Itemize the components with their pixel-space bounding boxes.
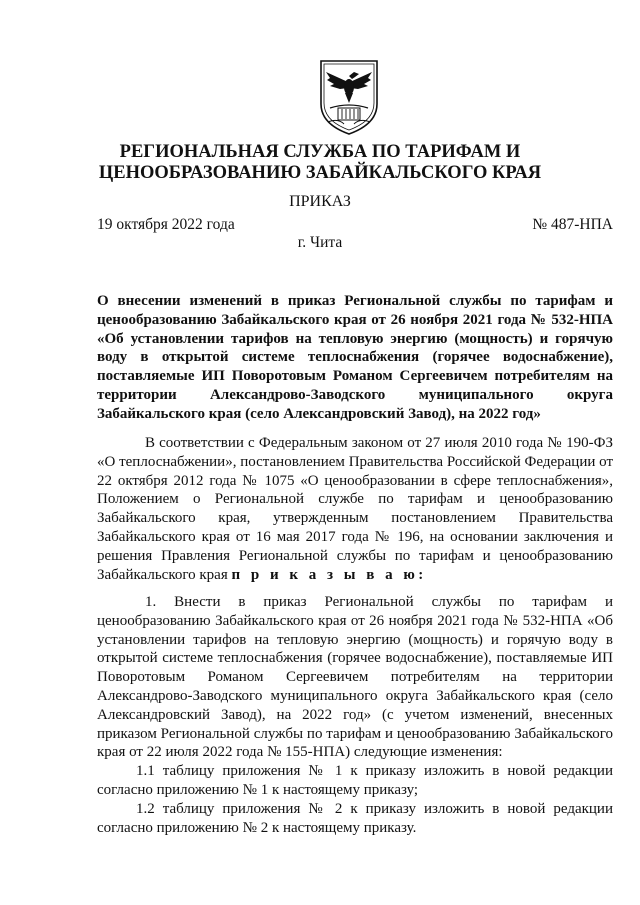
- document-type: ПРИКАЗ: [289, 193, 351, 210]
- item-1-2: 1.2 таблицу приложения № 2 к приказу изложить в новой редакции согласно приложению № 2 к настоящему приказу.: [97, 800, 613, 836]
- item-1: 1. Внести в приказ Региональной службы по тарифам и ценообразованию Забайкальского края от 26 ноября 2021 года № 532-НПА «Об установлении тарифов на тепловую энергию (мощность) и горячую воду в открытой системе теплоснабжения (горячее водоснабжение), поставляемые ИП Поворотовым Романом Сергеевичем потребителям на территории Александрово-Заводского муниципального округа Забайкальского края (село Александровский Завод), на 2022 год» (с учетом изменений, внесенных приказом Региональной службы по тарифам и ценообразованию Забайкальского края от 22 июля 2022 года № 155-НПА) следующие изменения:: [97, 594, 613, 761]
- decree-word: п р и к а з ы в а ю:: [231, 566, 427, 583]
- preamble-paragraph: [97, 434, 613, 584]
- document-date: 19 октября 2022 года: [97, 216, 235, 233]
- organization-name-line-1: РЕГИОНАЛЬНАЯ СЛУЖБА ПО ТАРИФАМ И: [119, 142, 521, 162]
- preamble: [97, 434, 613, 584]
- decree-items: [97, 593, 613, 837]
- document-number: № 487-НПА: [532, 216, 613, 233]
- document-city: г. Чита: [297, 234, 343, 251]
- organization-name: [0, 142, 640, 184]
- document-title: [97, 292, 613, 424]
- organization-name-line-2: ЦЕНООБРАЗОВАНИЮ ЗАБАЙКАЛЬСКОГО КРАЯ: [98, 163, 542, 183]
- coat-of-arms-emblem-icon: [318, 58, 380, 136]
- document-title-text: О внесении изменений в приказ Региональной службы по тарифам и ценообразованию Забайкальского края от 26 ноября 2021 года № 532-НПА «Об установлении тарифов на тепловую энергию (мощность) и горячую воду в открытой системе теплоснабжения (горячее водоснабжение), поставляемые ИП Поворотовым Романом Сергеевичем потребителям на территории Александрово-Заводского муниципального округа Забайкальского края (село Александровский Завод), на 2022 год»: [97, 293, 613, 422]
- preamble-text: В соответствии с Федеральным законом от 27 июля 2010 года № 190-ФЗ «О теплоснабжении», постановлением Правительства Российской Федерации от 22 октября 2012 года № 1075 «О ценообразовании в сфере теплоснабжения», Положением о Региональной службе по тарифам и ценообразованию Забайкальского края, утвержденным постановлением Правительства Забайкальского края от 16 мая 2017 года № 196, на основании заключения и решения Правления Региональной службы по тарифам и ценообразованию Забайкальского края: [97, 435, 613, 583]
- item-1-1: 1.1 таблицу приложения № 1 к приказу изложить в новой редакции согласно приложению № 1 к настоящему приказу;: [97, 763, 613, 798]
